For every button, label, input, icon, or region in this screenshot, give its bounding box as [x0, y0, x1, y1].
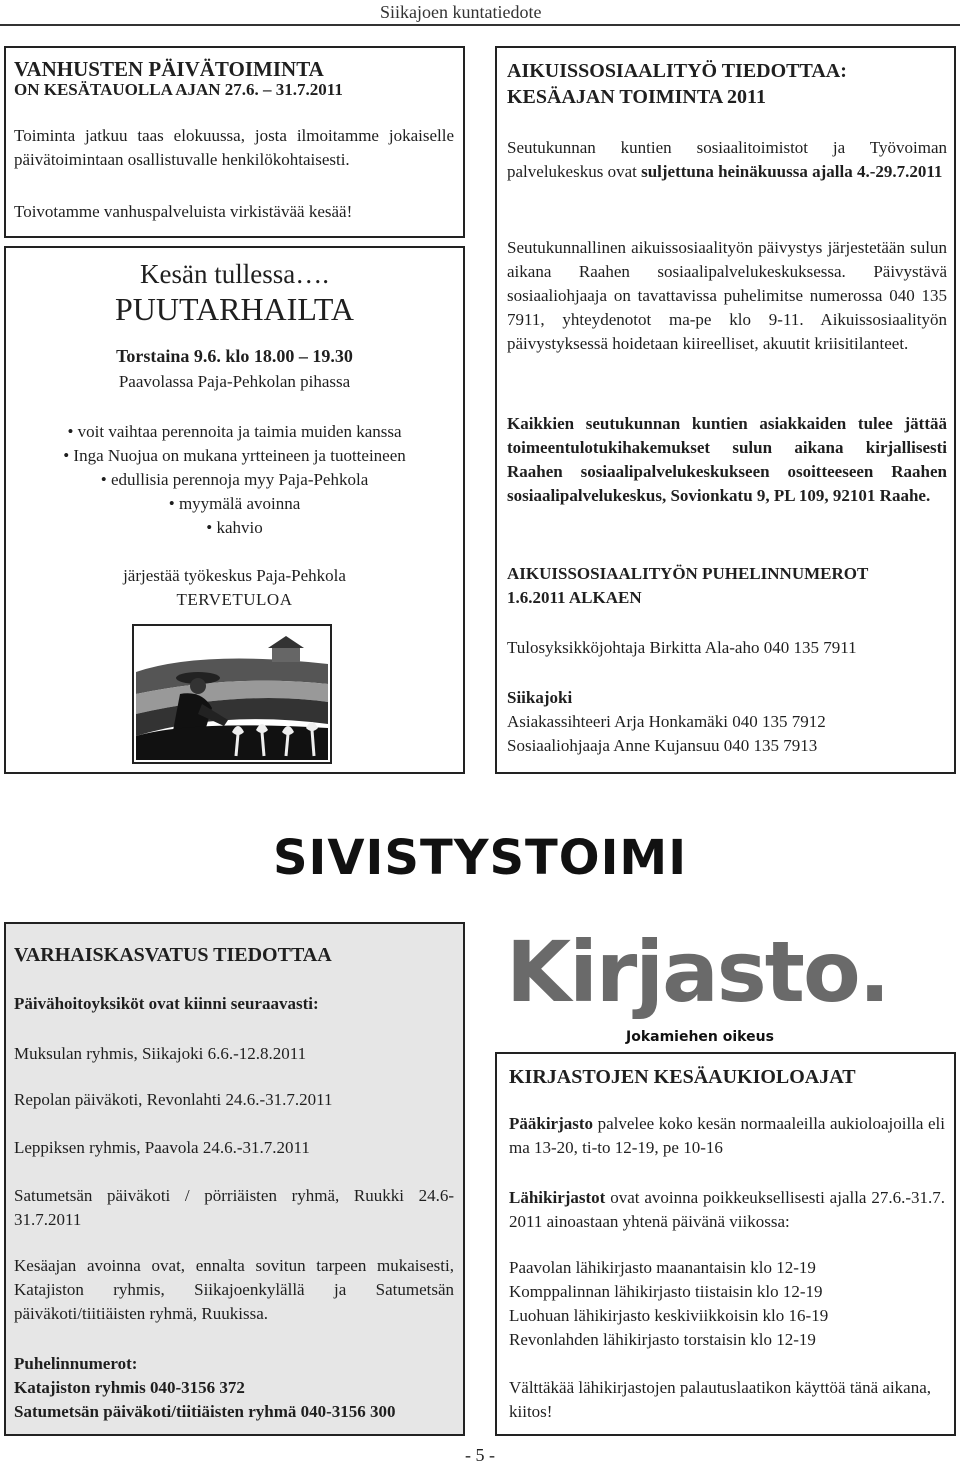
kirjasto-closing: Välttäkää lähikirjastojen palautuslaatikon käyttöä tänä aikana, kiitos! — [509, 1378, 932, 1421]
aikuis-paragraph-3: Kaikkien seutukunnan kuntien asiakkaiden tulee jättää toimeentulotukihakemukset sulun aikana kirjallisesti Raahen sosiaalipalvelukeskukseen osoitteeseen Raahen sosiaalipalvelukeskus, Sovionkatu 9, PL 109, 92101 Raahe. — [507, 414, 947, 505]
vanhukset-title-line2: ON KESÄTAUOLLA AJAN 27.6. – 31.7.2011 — [14, 80, 343, 99]
kirjasto-logo-tagline: Jokamiehen oikeus — [626, 1029, 774, 1045]
varhais-phone-1: Katajiston ryhmis 040-3156 372 — [14, 1378, 245, 1397]
list-item: Paavolan lähikirjasto maanantaisin klo 12-19 — [509, 1258, 816, 1277]
list-item: • kahvio — [6, 516, 463, 540]
aikuis-phone-title-line2: 1.6.2011 ALKAEN — [507, 588, 642, 607]
aikuis-title — [507, 58, 847, 110]
aikuis-contact-2: Asiakassihteeri Arja Honkamäki 040 135 7912 — [507, 712, 826, 731]
aikuis-contact-3: Sosiaaliohjaaja Anne Kujansuu 040 135 7913 — [507, 736, 818, 755]
varhais-item-2: Repolan päiväkoti, Revonlahti 24.6.-31.7.2011 — [14, 1090, 333, 1109]
varhais-item-4: Satumetsän päiväkoti / pörriäisten ryhmä, Ruukki 24.6-31.7.2011 — [14, 1186, 454, 1229]
page-header: Siikajoen kuntatiedote — [380, 2, 542, 22]
puutarha-bullets — [6, 420, 463, 540]
varhais-box — [4, 922, 465, 1436]
list-item: Luohuan lähikirjasto keskiviikkoisin klo 16-19 — [509, 1306, 829, 1325]
puutarha-organizer: järjestää työkeskus Paja-Pehkola — [123, 566, 346, 585]
aikuis-closed-dates: suljettuna heinäkuussa ajalla 4.-29.7.2011 — [641, 162, 943, 181]
aikuis-subhead: Siikajoki — [507, 688, 573, 707]
vanhukset-paragraph-2: Toivotamme vanhuspalveluista virkistävää kesää! — [14, 202, 353, 221]
varhais-subtitle: Päivähoitoyksiköt ovat kiinni seuraavasti: — [14, 994, 319, 1013]
list-item: Komppalinnan lähikirjasto tiistaisin klo 12-19 — [509, 1282, 823, 1301]
kirjasto-main-label: Pääkirjasto — [509, 1114, 594, 1133]
puutarha-where: Paavolassa Paja-Pehkolan pihassa — [118, 372, 351, 391]
aikuis-phone-title-line1: AIKUISSOSIAALITYÖN PUHELINNUMEROT — [507, 564, 869, 583]
aikuis-paragraph-1 — [507, 136, 947, 184]
puutarha-welcome: TERVETULOA — [176, 590, 293, 609]
vanhukset-title-line1: VANHUSTEN PÄIVÄTOIMINTA — [14, 57, 324, 81]
aikuis-paragraph-1-text: Seutukunnan kuntien sosiaalitoimistot ja Työvoiman palvelukeskus ovat — [507, 138, 947, 181]
list-item: • myymälä avoinna — [6, 492, 463, 516]
puutarha-when: Torstaina 9.6. klo 18.00 – 19.30 — [116, 346, 353, 366]
puutarha-kicker: Kesän tullessa…. — [140, 259, 329, 289]
varhais-summer: Kesäajan avoinna ovat, ennalta sovitun tarpeen mukaisesti, Katajiston ryhmis, Siikajoenkylällä ja Satumetsän päiväkoti/tiitiäisten ryhmä, Ruukissa. — [14, 1256, 454, 1323]
aikuis-box — [495, 46, 956, 774]
aikuis-title-line1: AIKUISSOSIAALITYÖ TIEDOTTAA: — [507, 60, 847, 82]
varhais-item-3: Leppiksen ryhmis, Paavola 24.6.-31.7.2011 — [14, 1138, 310, 1157]
kirjasto-branch-list — [509, 1256, 945, 1352]
header-rule — [0, 24, 960, 26]
varhais-phone-2: Satumetsän päiväkoti/tiitiäisten ryhmä 040-3156 300 — [14, 1402, 396, 1421]
vanhukset-title — [14, 58, 343, 100]
varhais-item-1: Muksulan ryhmis, Siikajoki 6.6.-12.8.2011 — [14, 1044, 307, 1063]
kirjasto-main-text: palvelee koko kesän normaaleilla aukioloajoilla eli ma 13-20, ti-to 12-19, pe 10-16 — [509, 1114, 945, 1157]
aikuis-title-line2: KESÄAJAN TOIMINTA 2011 — [507, 86, 766, 108]
list-item: • voit vaihtaa perennoita ja taimia muiden kanssa — [6, 420, 463, 444]
gardening-illustration — [132, 624, 332, 764]
puutarha-box — [4, 246, 465, 774]
list-item: Revonlahden lähikirjasto torstaisin klo 12-19 — [509, 1330, 816, 1349]
aikuis-phone-title — [507, 562, 868, 610]
list-item: • edullisia perennoja myy Paja-Pehkola — [6, 468, 463, 492]
kirjasto-paragraph-1 — [509, 1112, 945, 1160]
vanhukset-paragraph-1: Toiminta jatkuu taas elokuussa, josta ilmoitamme jokaiselle päivätoimintaan osallistuvalle henkilökohtaisesti. — [14, 126, 454, 169]
aikuis-contact-1: Tulosyksikköjohtaja Birkitta Ala-aho 040 135 7911 — [507, 638, 857, 657]
varhais-title: VARHAISKASVATUS TIEDOTTAA — [14, 944, 332, 966]
kirjasto-logo — [506, 923, 889, 1048]
section-title: SIVISTYSTOIMI — [272, 830, 688, 886]
kirjasto-paragraph-2 — [509, 1186, 945, 1234]
kirjasto-branch-text: ovat avoinna poikkeuksellisesti ajalla 27.6.-31.7. 2011 ainoastaan yhtenä päivänä viikossa: — [509, 1188, 945, 1231]
kirjasto-title: KIRJASTOJEN KESÄAUKIOLOAJAT — [509, 1066, 856, 1088]
page-number: - 5 - — [465, 1445, 495, 1465]
vanhukset-box — [4, 46, 465, 238]
kirjasto-box — [495, 1052, 956, 1436]
varhais-phones-title: Puhelinnumerot: — [14, 1354, 138, 1373]
kirjasto-logo-text: Kirjasto. — [506, 923, 889, 1021]
list-item: • Inga Nuojua on mukana yrtteineen ja tuotteineen — [6, 444, 463, 468]
aikuis-paragraph-2: Seutukunnallinen aikuissosiaalityön päivystys järjestetään sulun aikana Raahen sosiaalipalvelukeskuksessa. Päivystävä sosiaaliohjaaja on tavattavissa puhelimitse numerossa 040 135 7911, yhteydenotot ma-pe klo 9-11. Aikuissosiaalityön päivystyksessä hoidetaan kiireelliset, akuutit kriisitilanteet. — [507, 238, 947, 353]
kirjasto-branch-label: Lähikirjastot — [509, 1188, 606, 1207]
puutarha-title: PUUTARHAILTA — [114, 291, 355, 327]
